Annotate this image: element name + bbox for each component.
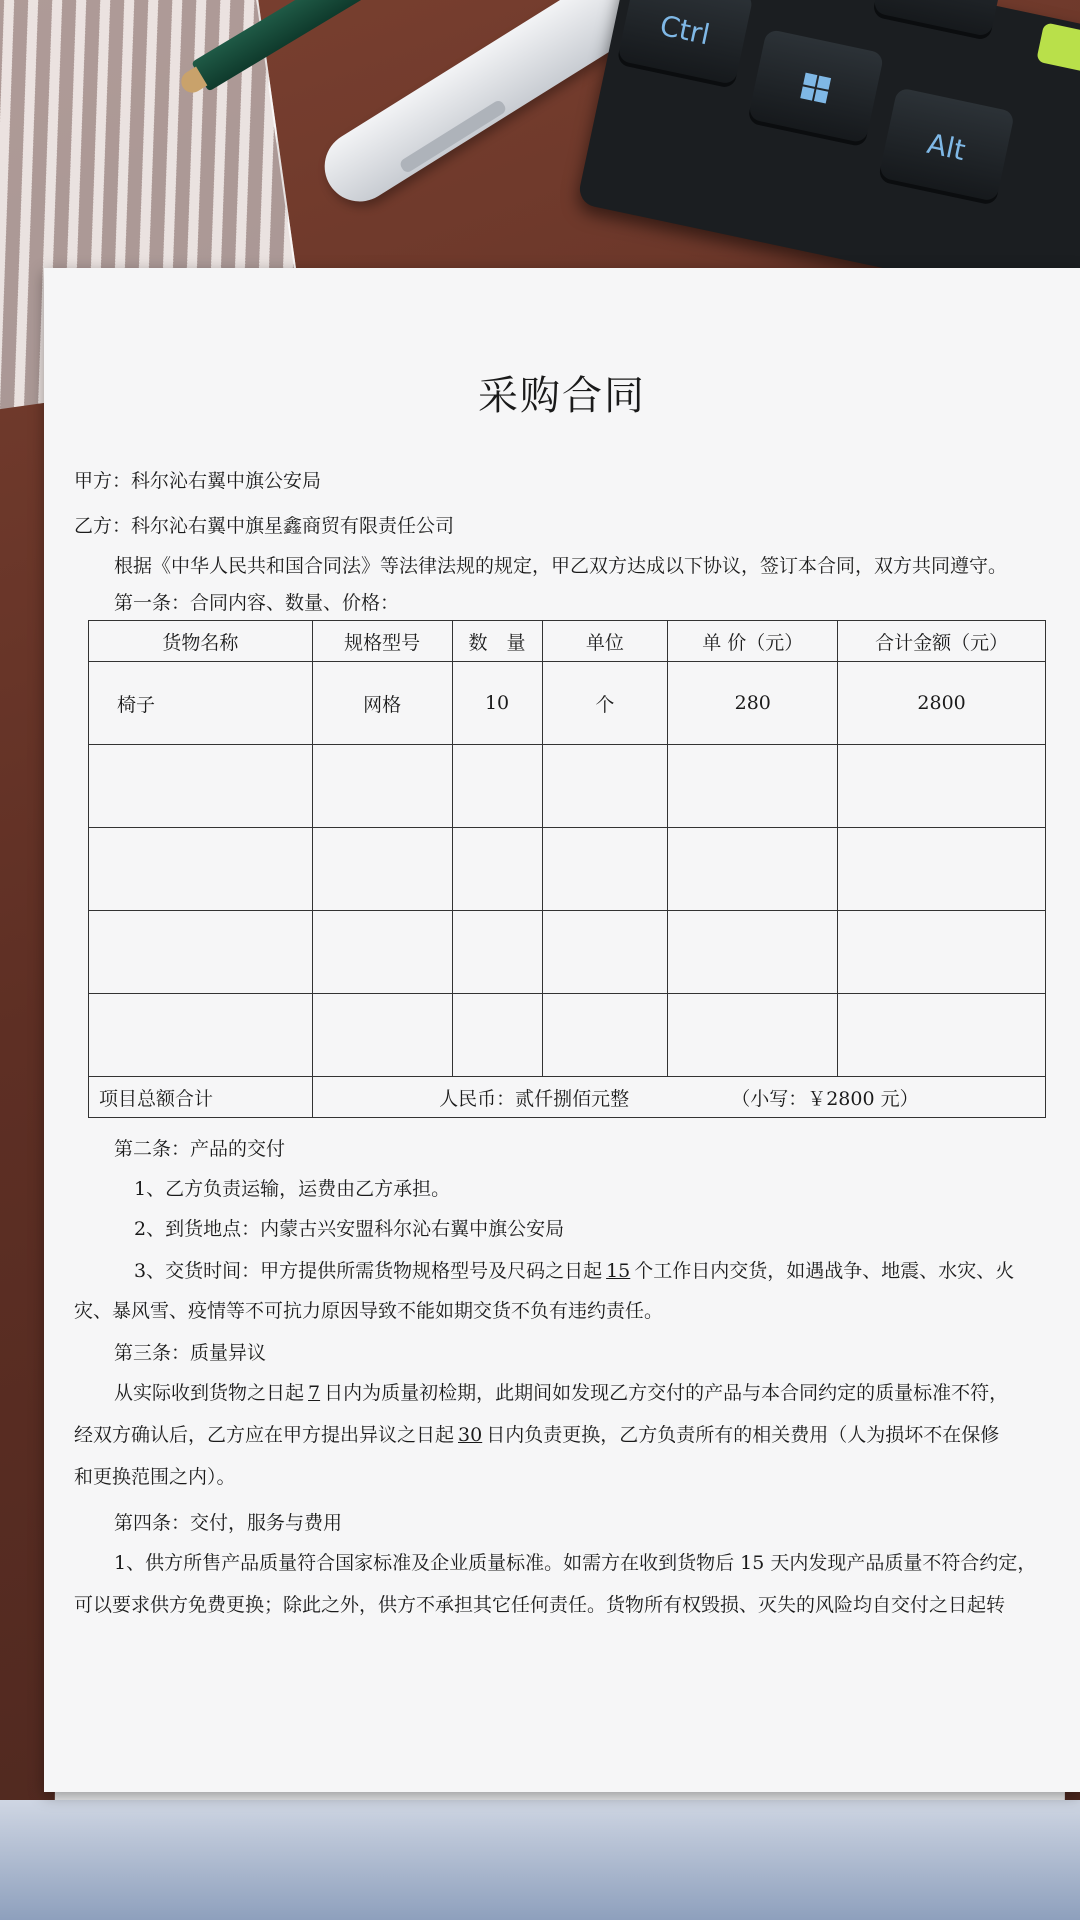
green-key — [1036, 22, 1080, 76]
header-cell: 合计金额（元） — [838, 621, 1046, 662]
table-cell — [838, 911, 1046, 994]
header-cell: 单 价（元） — [668, 621, 838, 662]
inspection-days: 7 — [308, 1382, 321, 1404]
article-3-line-1-text-b: 日内为质量初检期，此期间如发现乙方交付的产品与本合同约定的质量标准不符， — [324, 1382, 1009, 1404]
spec-cell: 网格 — [312, 662, 452, 745]
party-a: 甲方：科尔沁右翼中旗公安局 — [74, 470, 322, 492]
intro-paragraph: 根据《中华人民共和国合同法》等法律法规的规定，甲乙双方达成以下协议，签订本合同，双方共同遵守。 — [114, 555, 1008, 577]
article-2-title: 第二条：产品的交付 — [114, 1138, 286, 1160]
goods-table — [88, 620, 1046, 1118]
table-row — [89, 994, 1046, 1077]
article-2-item-3-text-a: 3、交货时间：甲方提供所需货物规格型号及尺码之日起 — [134, 1260, 603, 1282]
table-total-row — [89, 1077, 1046, 1118]
article-1-title: 第一条：合同内容、数量、价格： — [114, 592, 400, 614]
quantity-cell: 10 — [452, 662, 542, 745]
table-row — [89, 745, 1046, 828]
table-cell — [312, 911, 452, 994]
goods-name-cell: 椅子 — [89, 662, 313, 745]
article-2-item-3-cont: 灾、暴风雪、疫情等不可抗力原因导致不能如期交货不负有违约责任。 — [74, 1300, 664, 1322]
header-cell: 规格型号 — [312, 621, 452, 662]
table-cell — [312, 828, 452, 911]
amount-cell: 2800 — [838, 662, 1046, 745]
article-3-line-1-text-a: 从实际收到货物之日起 — [114, 1382, 305, 1404]
article-4-title: 第四条：交付，服务与费用 — [114, 1512, 343, 1534]
unit-cell: 个 — [542, 662, 668, 745]
z-key — [872, 0, 1009, 41]
table-row — [89, 828, 1046, 911]
table-cell — [668, 911, 838, 994]
table-cell — [452, 745, 542, 828]
table-cell — [312, 745, 452, 828]
total-label: 项目总额合计 — [89, 1077, 313, 1118]
article-3-line-1 — [114, 1380, 1008, 1406]
table-cell — [838, 745, 1046, 828]
article-4-line-2: 可以要求供方免费更换；除此之外，供方不承担其它任何责任。货物所有权毁损、灭失的风险均自交付之日起转 — [74, 1594, 1006, 1616]
total-small: （小写：￥2800 元） — [731, 1087, 919, 1110]
article-3-line-2 — [74, 1422, 999, 1448]
unit-price-cell: 280 — [668, 662, 838, 745]
table-cell — [668, 745, 838, 828]
article-2-item-3 — [134, 1258, 1014, 1284]
windows-icon — [798, 70, 834, 106]
table-row — [89, 662, 1046, 745]
table-cell — [838, 828, 1046, 911]
table-cell — [452, 994, 542, 1077]
table-cell — [542, 911, 668, 994]
table-cell — [668, 994, 838, 1077]
table-cell — [542, 828, 668, 911]
header-cell: 货物名称 — [89, 621, 313, 662]
table-cell — [452, 911, 542, 994]
article-2-item-2: 2、到货地点：内蒙古兴安盟科尔沁右翼中旗公安局 — [134, 1218, 565, 1240]
article-2-item-3-text-b: 个工作日内交货，如遇战争、地震、水灾、火 — [634, 1260, 1015, 1282]
table-cell — [452, 828, 542, 911]
ctrl-key: Ctrl — [616, 0, 753, 89]
table-cell — [838, 994, 1046, 1077]
article-3-line-3: 和更换范围之内）。 — [74, 1466, 236, 1488]
table-cell — [542, 745, 668, 828]
replacement-days: 30 — [458, 1424, 483, 1446]
table-cell — [89, 828, 313, 911]
windows-key — [747, 29, 884, 148]
table-cell — [89, 911, 313, 994]
total-rmb: 人民币：贰仟捌佰元整 — [439, 1087, 630, 1110]
article-3-line-2-text-b: 日内负责更换，乙方负责所有的相关费用（人为损坏不在保修 — [486, 1424, 1000, 1446]
table-cell — [312, 994, 452, 1077]
table-header-row — [89, 621, 1046, 662]
contract-page — [44, 268, 1080, 1792]
contract-title: 采购合同 — [478, 373, 646, 419]
clothing-foreground — [0, 1800, 1080, 1920]
total-amount-cell — [312, 1077, 1045, 1118]
table-cell — [542, 994, 668, 1077]
article-3-line-2-text-a: 经双方确认后，乙方应在甲方提出异议之日起 — [74, 1424, 455, 1446]
table-cell — [89, 745, 313, 828]
table-cell — [89, 994, 313, 1077]
alt-key: Alt — [878, 87, 1015, 206]
table-cell — [668, 828, 838, 911]
table-row — [89, 911, 1046, 994]
header-cell: 数 量 — [452, 621, 542, 662]
article-3-title: 第三条：质量异议 — [114, 1342, 267, 1364]
delivery-days: 15 — [606, 1260, 631, 1282]
header-cell: 单位 — [542, 621, 668, 662]
article-4-line-1: 1、供方所售产品质量符合国家标准及企业质量标准。如需方在收到货物后 15 天内发现产品质量不符合约定， — [114, 1552, 1037, 1574]
article-2-item-1: 1、乙方负责运输，运费由乙方承担。 — [134, 1178, 451, 1200]
party-b: 乙方：科尔沁右翼中旗星鑫商贸有限责任公司 — [74, 515, 455, 537]
